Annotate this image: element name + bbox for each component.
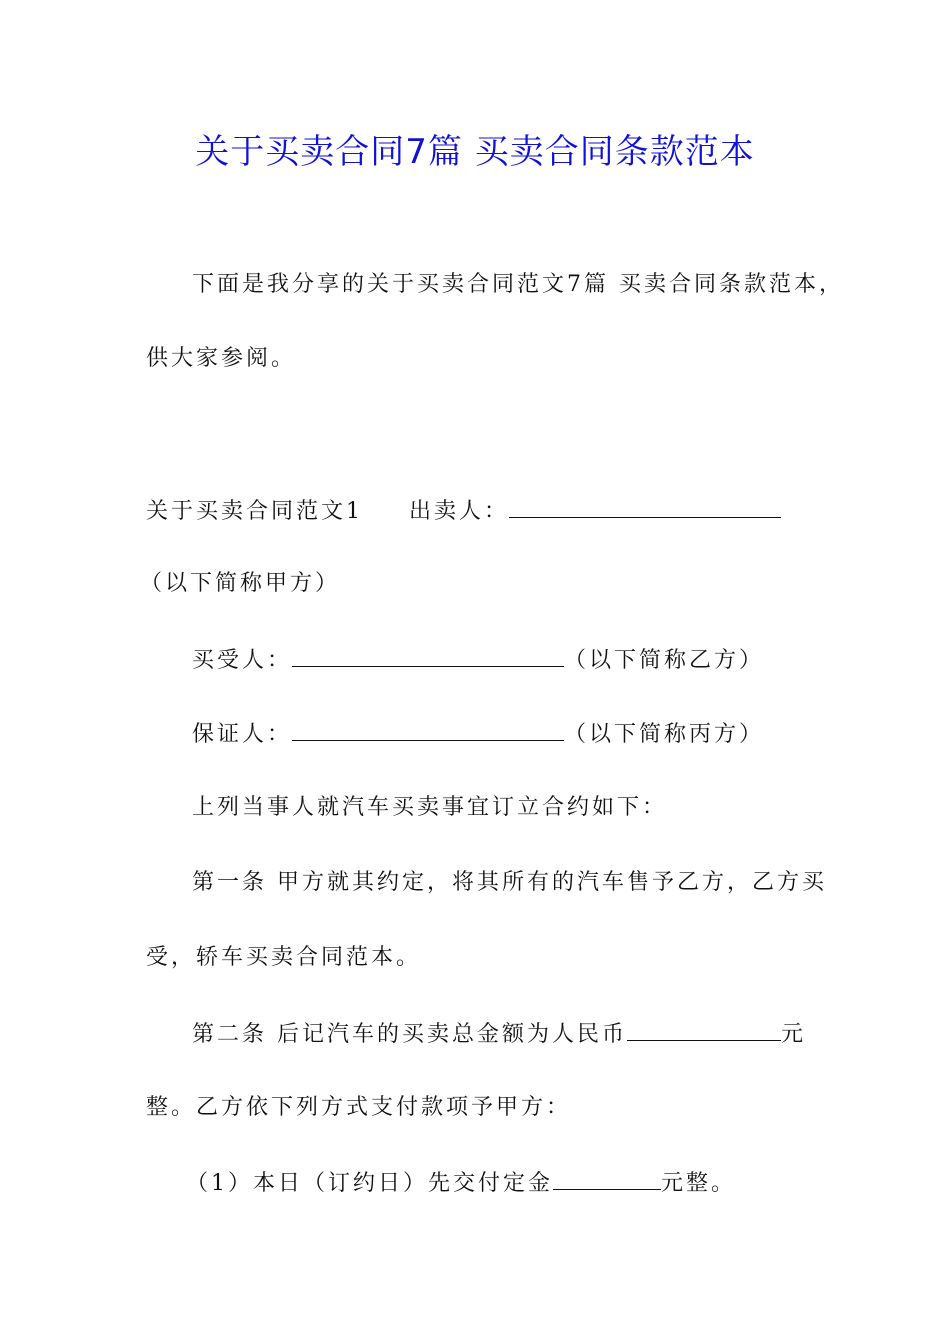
buyer-note: （以下简称乙方） [564,648,765,673]
intro-line-1: 下面是我分享的关于买卖合同范文7篇 买卖合同条款范本， [192,272,844,297]
seller-label: 出卖人： [409,499,510,524]
article2-line-1 [192,1018,806,1050]
item1-row [186,1167,736,1199]
seller-note: （以下简称甲方） [140,571,341,596]
deposit-blank [553,1167,661,1190]
guarantor-label: 保证人： [192,722,293,747]
guarantor-row [192,718,764,750]
document-title: 关于买卖合同7篇 买卖合同条款范本 [195,132,755,172]
article2-suffix: 元 [781,1022,807,1047]
seller-blank [509,495,781,518]
article1-line-1: 第一条 甲方就其约定，将其所有的汽车售予乙方，乙方买 [192,870,827,895]
item1-prefix: （1）本日（订约日）先交付定金 [186,1171,553,1196]
agreement-intro: 上列当事人就汽车买卖事宜订立合约如下： [192,795,668,820]
intro-line-2: 供大家参阅。 [146,346,297,371]
article1-line-2: 受，轿车买卖合同范本。 [146,945,422,970]
buyer-row [192,644,764,676]
buyer-blank [292,644,564,667]
article2-prefix: 第二条 后记汽车的买卖总金额为人民币 [192,1022,627,1047]
guarantor-blank [292,718,564,741]
item1-suffix: 元整。 [661,1171,737,1196]
buyer-label: 买受人： [192,648,293,673]
amount-blank [627,1018,781,1041]
seller-row [146,495,781,527]
article2-line-2: 整。乙方依下列方式支付款项予甲方： [146,1095,572,1120]
guarantor-note: （以下简称丙方） [564,722,765,747]
section-heading: 关于买卖合同范文1 [146,499,363,524]
